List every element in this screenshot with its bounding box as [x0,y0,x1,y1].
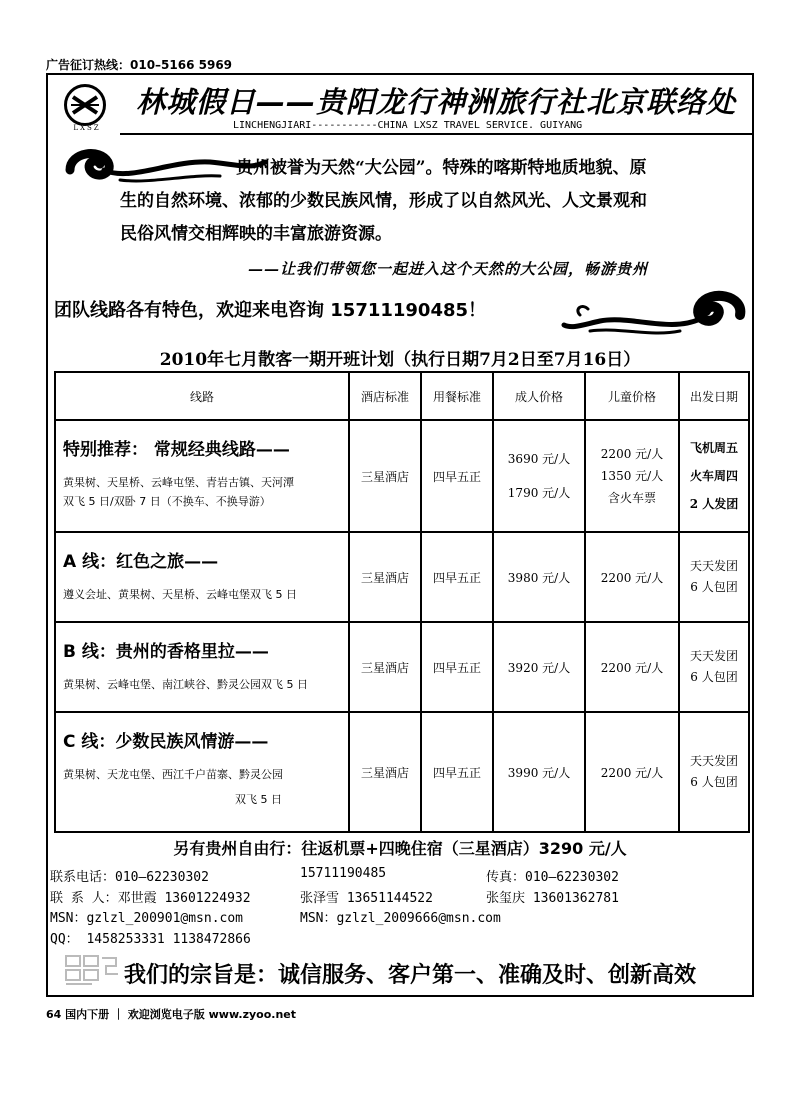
page-subtitle: LINCHENGJIARI-----------CHINA LXSZ TRAVEL SERVICE. GUIYANG [233,120,583,131]
contact-person: 张玺庆 13601362781 [486,891,619,906]
contact-phone-2: 15711190485 [300,866,387,881]
route-name: B 线：贵州的香格里拉—— [63,642,269,662]
page-footer: 64 国内下册 ｜ 欢迎浏览电子版 www.zyoo.net [46,1008,297,1021]
route-name: C 线：少数民族风情游—— [63,732,269,752]
contact-phone: 联系电话：010—62230302 [50,870,209,885]
intro-text [120,152,720,251]
table-header-row [55,372,749,420]
child-price: 1350 元/人 [600,469,664,483]
route-cell [55,420,349,532]
departure-cell [679,712,749,832]
table-row [55,712,749,832]
departure-text: 火车周四 [689,469,738,483]
route-stops: 遵义会址、黄果树、天星桥、云峰屯堡双飞 5 日 [63,588,297,601]
departure-text: 6 人包团 [690,580,738,594]
departure-text: 天天发团 [689,559,738,573]
contact-fax: 传真：010—62230302 [486,870,619,885]
route-name: A 线：红色之旅—— [63,552,219,572]
contact-qq: QQ： 1458253331 1138472866 [50,932,251,947]
adult-price: 1790 元/人 [507,486,571,500]
plan-title: 2010年七月散客一期开班计划（执行日期7月2日至7月16日） [159,350,641,370]
departure-cell [679,622,749,712]
route-stops: 黄果树、天龙屯堡、西江千户苗寨、黔灵公园 [63,768,283,781]
contact-msn: MSN：gzlzl_200901@msn.com [50,911,244,926]
header-route: 线路 [55,372,349,420]
motto: 我们的宗旨是：诚信服务、客户第一、准确及时、创新高效 [124,962,697,988]
intro-line: 生的自然环境、浓郁的少数民族风情，形成了以自然风光、人文景观和 [120,191,647,211]
departure-text: 飞机周五 [689,441,738,455]
header-departure: 出发日期 [679,372,749,420]
adult-price-cell [493,420,585,532]
adult-price: 3690 元/人 [507,452,571,466]
route-cell [55,532,349,622]
schedule-table [54,371,750,833]
contact-person: 联 系 人：邓世霞 13601224932 [50,891,251,906]
table-row [55,420,749,532]
departure-cell [679,420,749,532]
route-cell [55,712,349,832]
header-adult-price: 成人价格 [493,372,585,420]
departure-text: 6 人包团 [690,775,738,789]
self-tour-offer: 另有贵州自由行：往返机票+四晚住宿（三星酒店）3290 元/人 [173,839,627,858]
route-name: 特别推荐： 常规经典线路—— [63,440,290,460]
contact-person: 张泽雪 13651144522 [300,891,433,906]
header-hotel: 酒店标准 [349,372,421,420]
lxsz-logo-icon [64,84,106,126]
page-title: 林城假日——贵阳龙行神洲旅行社北京联络处 [136,85,737,119]
route-stops: 黄果树、云峰屯堡、南江峡谷、黔灵公园双飞 5 日 [63,678,308,691]
logo-caption: LXSZ [73,124,101,132]
hotel-cell: 三星酒店 [349,712,421,832]
adult-price: 3990 元/人 [493,712,585,832]
header-meals: 用餐标准 [421,372,493,420]
departure-text: 6 人包团 [690,670,738,684]
meals-cell: 四早五正 [421,420,493,532]
child-price: 2200 元/人 [600,447,664,461]
team-consult-line: 团队线路各有特色，欢迎来电咨询 15711190485！ [54,300,487,321]
adult-price: 3920 元/人 [493,622,585,712]
departure-text: 天天发团 [689,649,738,663]
departure-cell [679,532,749,622]
contact-msn: MSN：gzlzl_2009666@msn.com [300,911,501,926]
title-rule [120,133,754,135]
hotel-cell: 三星酒店 [349,622,421,712]
departure-text: 天天发团 [689,754,738,768]
route-cell [55,622,349,712]
intro-line: 贵州被誉为天然“大公园”。特殊的喀斯特地质地貌、原 [236,158,647,178]
meals-cell: 四早五正 [421,712,493,832]
intro-line: 民俗风情交相辉映的丰富旅游资源。 [120,224,392,244]
ad-hotline: 广告征订热线：010–5166 5969 [46,58,233,72]
slogan: ——让我们带领您一起进入这个天然的大公园，畅游贵州 [248,260,649,278]
route-duration: 双飞 5 日/双卧 7 日（不换车、不换导游） [63,495,271,508]
hotel-cell: 三星酒店 [349,532,421,622]
cloud-swirl-right-icon [560,285,750,345]
meals-cell: 四早五正 [421,622,493,712]
child-price: 2200 元/人 [585,712,679,832]
child-price: 2200 元/人 [585,532,679,622]
meals-cell: 四早五正 [421,532,493,622]
child-price-note: 含火车票 [607,491,656,505]
hotel-cell: 三星酒店 [349,420,421,532]
table-row [55,532,749,622]
route-duration: 双飞 5 日 [235,793,282,806]
child-price-cell [585,420,679,532]
adult-price: 3980 元/人 [493,532,585,622]
departure-text: 2 人发团 [689,497,739,511]
route-stops: 黄果树、天星桥、云峰屯堡、青岩古镇、天河潭 [63,476,294,489]
table-row [55,622,749,712]
child-price: 2200 元/人 [585,622,679,712]
header-child-price: 儿童价格 [585,372,679,420]
